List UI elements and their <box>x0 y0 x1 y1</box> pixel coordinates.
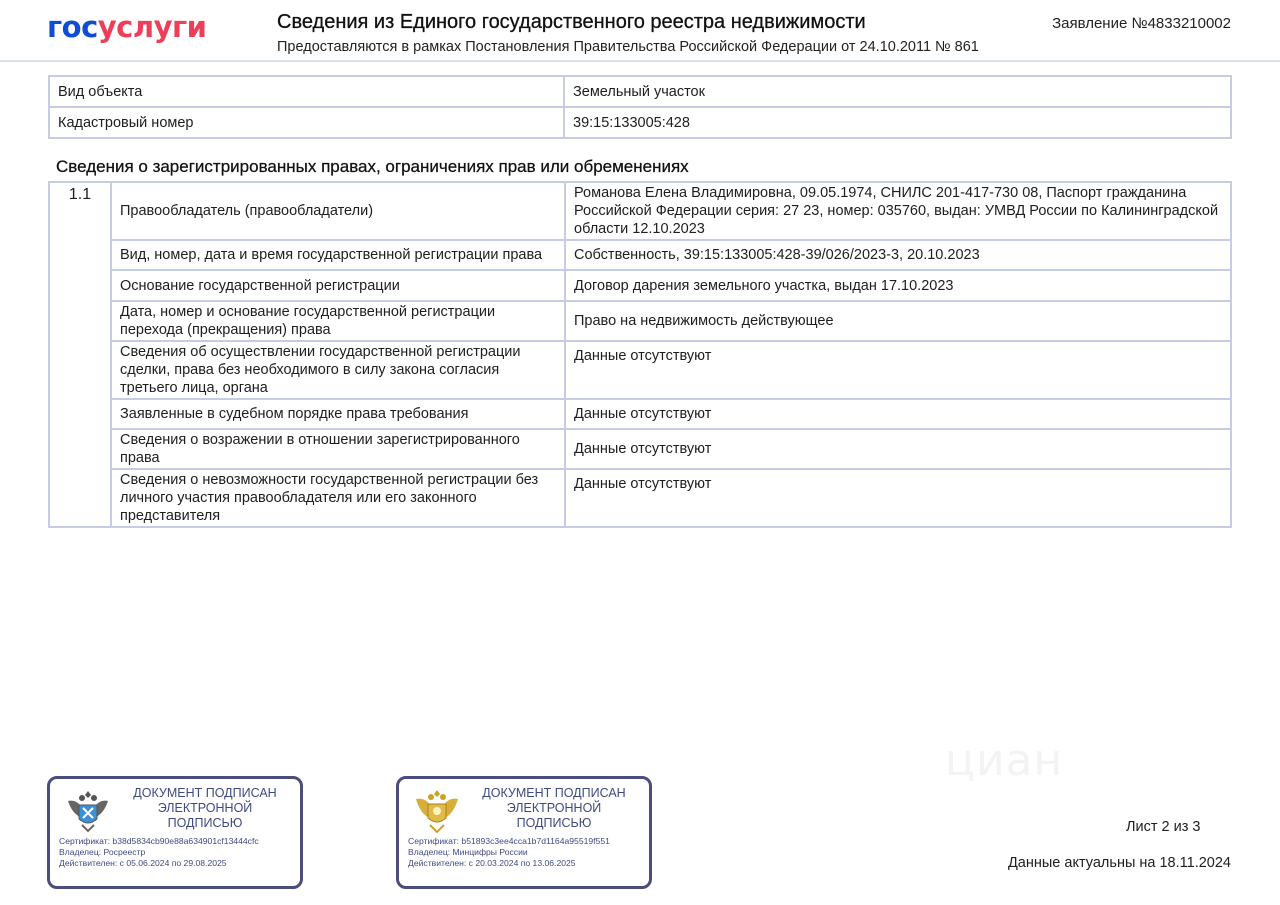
third-party-consent-label: Сведения об осуществлении государственной регистрации сделки, права без необходимого в силу закона согласия третьего лица, органа <box>111 341 565 399</box>
registration-value: Собственность, 39:15:133005:428-39/026/2023-3, 20.10.2023 <box>565 240 1231 270</box>
data-actual-date: Данные актуальны на 18.11.2024 <box>1007 855 1231 871</box>
gosuslugi-logo[interactable] <box>47 10 206 44</box>
document-subtitle: Предоставляются в рамках Постановления Правительства Российской Федерации от 24.10.2011 № 861 <box>277 39 979 55</box>
court-claims-value: Данные отсутствуют <box>565 399 1231 429</box>
stamp-cert-info <box>408 836 610 869</box>
table-row <box>49 270 1231 301</box>
table-row <box>49 182 1231 240</box>
signature-stamp-mincifry <box>396 776 652 889</box>
application-number: Заявление №4833210002 <box>1052 15 1231 32</box>
object-type-label: Вид объекта <box>49 76 564 107</box>
rights-table <box>48 181 1232 528</box>
coat-of-arms-icon <box>413 787 461 835</box>
objection-label: Сведения о возражении в отношении зарегистрированного права <box>111 429 565 469</box>
object-info-table <box>48 75 1232 139</box>
rosreestr-emblem-icon <box>64 787 112 835</box>
table-row <box>49 429 1231 469</box>
logo-part-gos: гос <box>47 10 98 44</box>
logo-part-uslugi: услуги <box>97 10 207 44</box>
right-holder-value: Романова Елена Владимировна, 09.05.1974, СНИЛС 201-417-730 08, Паспорт гражданина Российской Федерации серия: 27 23, номер: 035760, выдан: УМВД России по Калининградской области 12.10.2023 <box>565 182 1231 240</box>
cadastral-number-value: 39:15:133005:428 <box>564 107 1231 138</box>
transfer-value: Право на недвижимость действующее <box>565 301 1231 341</box>
registration-basis-value: Договор дарения земельного участка, выдан 17.10.2023 <box>565 270 1231 301</box>
table-row <box>49 399 1231 429</box>
stamp-certificate: Сертификат: b38d5834cb90e88a634901cf13444cfc <box>59 836 259 846</box>
cian-watermark: циан <box>945 735 1064 786</box>
table-row <box>49 469 1231 527</box>
stamp-title: ДОКУМЕНТ ПОДПИСАН ЭЛЕКТРОННОЙ ПОДПИСЬЮ <box>482 786 626 830</box>
table-row <box>49 107 1231 138</box>
stamp-owner: Владелец: Минцифры России <box>408 847 528 857</box>
rights-entry-number: 1.1 <box>49 182 111 527</box>
registration-label: Вид, номер, дата и время государственной регистрации права <box>111 240 565 270</box>
stamp-validity: Действителен: с 05.06.2024 по 29.08.2025 <box>59 858 227 868</box>
table-row <box>49 341 1231 399</box>
table-row <box>49 301 1231 341</box>
table-row <box>49 240 1231 270</box>
stamp-cert-info <box>59 836 259 869</box>
sheet-number: Лист 2 из 3 <box>1126 819 1201 835</box>
signature-stamp-rosreestr <box>47 776 303 889</box>
third-party-consent-value: Данные отсутствуют <box>565 341 1231 399</box>
registration-basis-label: Основание государственной регистрации <box>111 270 565 301</box>
object-type-value: Земельный участок <box>564 76 1231 107</box>
personal-participation-value: Данные отсутствуют <box>565 469 1231 527</box>
stamp-validity: Действителен: с 20.03.2024 по 13.06.2025 <box>408 858 576 868</box>
stamp-owner: Владелец: Росреестр <box>59 847 146 857</box>
table-row <box>49 76 1231 107</box>
right-holder-label: Правообладатель (правообладатели) <box>111 182 565 240</box>
cadastral-number-label: Кадастровый номер <box>49 107 564 138</box>
document-title: Сведения из Единого государственного реестра недвижимости <box>277 11 866 33</box>
personal-participation-label: Сведения о невозможности государственной регистрации без личного участия правообладателя или его законного представителя <box>111 469 565 527</box>
transfer-label: Дата, номер и основание государственной регистрации перехода (прекращения) права <box>111 301 565 341</box>
court-claims-label: Заявленные в судебном порядке права требования <box>111 399 565 429</box>
objection-value: Данные отсутствуют <box>565 429 1231 469</box>
stamp-certificate: Сертификат: b51893c3ee4cca1b7d1164a95519f551 <box>408 836 610 846</box>
document-header <box>0 0 1280 62</box>
rights-section-title: Сведения о зарегистрированных правах, ограничениях прав или обременениях <box>56 157 689 176</box>
stamp-title: ДОКУМЕНТ ПОДПИСАН ЭЛЕКТРОННОЙ ПОДПИСЬЮ <box>133 786 277 830</box>
